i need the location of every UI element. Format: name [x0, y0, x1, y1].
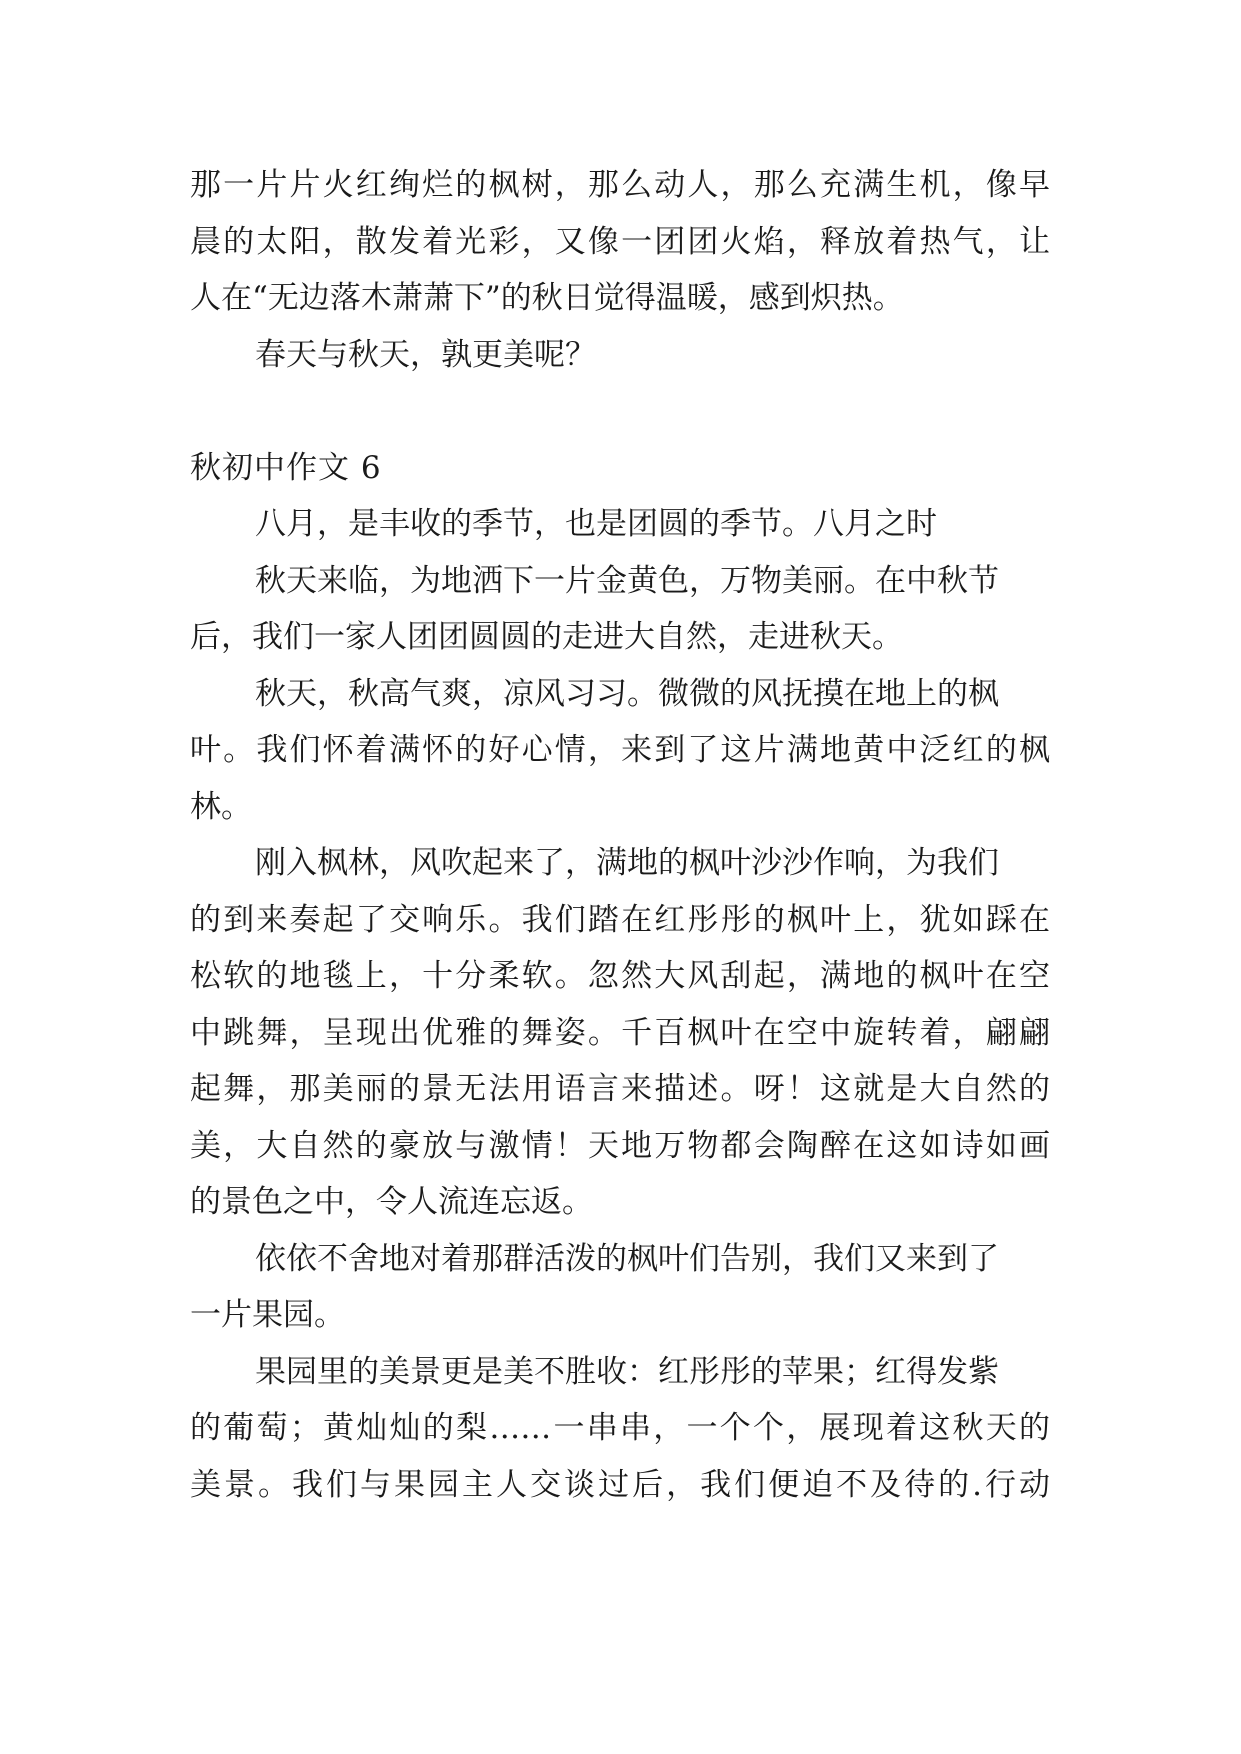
paragraph-line: 中跳舞，呈现出优雅的舞姿。千百枫叶在空中旋转着，翩翩	[190, 1014, 1050, 1051]
paragraph-line: 秋天来临，为地洒下一片金黄色，万物美丽。在中秋节	[255, 562, 999, 599]
paragraph-line: 后，我们一家人团团圆圆的走进大自然，走进秋天。	[190, 619, 903, 655]
section-title: 秋初中作文 6	[190, 449, 382, 486]
paragraph-line: 刚入枫林，风吹起来了，满地的枫叶沙沙作响，为我们	[255, 845, 999, 881]
paragraph-line: 秋天，秋高气爽，凉风习习。微微的风抚摸在地上的枫	[255, 675, 999, 712]
paragraph-line: 美，大自然的豪放与激情！天地万物都会陶醉在这如诗如画	[190, 1127, 1050, 1164]
paragraph-line: 叶。我们怀着满怀的好心情，来到了这片满地黄中泛红的枫	[190, 732, 1050, 768]
paragraph-line: 那一片片火红绚烂的枫树，那么动人，那么充满生机，像早	[190, 167, 1050, 203]
paragraph-line: 依依不舍地对着那群活泼的枫叶们告别，我们又来到了	[255, 1240, 999, 1277]
blank-line	[190, 383, 1050, 440]
paragraph-line: 的景色之中，令人流连忘返。	[190, 1184, 593, 1220]
paragraph-line: 果园里的美景更是美不胜收：红彤彤的苹果；红得发紫	[255, 1353, 999, 1390]
paragraph-line: 美景。我们与果园主人交谈过后，我们便迫不及待的.行动	[190, 1466, 1050, 1503]
paragraph-line: 八月，是丰收的季节，也是团圆的季节。八月之时	[255, 506, 937, 542]
paragraph-line: 人在“无边落木萧萧下”的秋日觉得温暖，感到炽热。	[190, 280, 904, 316]
paragraph-line: 一片果园。	[190, 1297, 345, 1333]
paragraph-line: 的葡萄；黄灿灿的梨……一串串，一个个，展现着这秋天的	[190, 1410, 1050, 1446]
paragraph-line: 林。	[190, 788, 252, 825]
paragraph-line: 的到来奏起了交响乐。我们踏在红彤彤的枫叶上，犹如踩在	[190, 901, 1050, 938]
paragraph-line: 春天与秋天，孰更美呢？	[255, 336, 596, 373]
document-body	[190, 157, 1050, 1513]
paragraph-line: 松软的地毯上，十分柔软。忽然大风刮起，满地的枫叶在空	[190, 958, 1050, 994]
paragraph-line: 起舞，那美丽的景无法用语言来描述。呀！这就是大自然的	[190, 1071, 1050, 1107]
paragraph-line: 晨的太阳，散发着光彩，又像一团团火焰，释放着热气，让	[190, 223, 1050, 260]
